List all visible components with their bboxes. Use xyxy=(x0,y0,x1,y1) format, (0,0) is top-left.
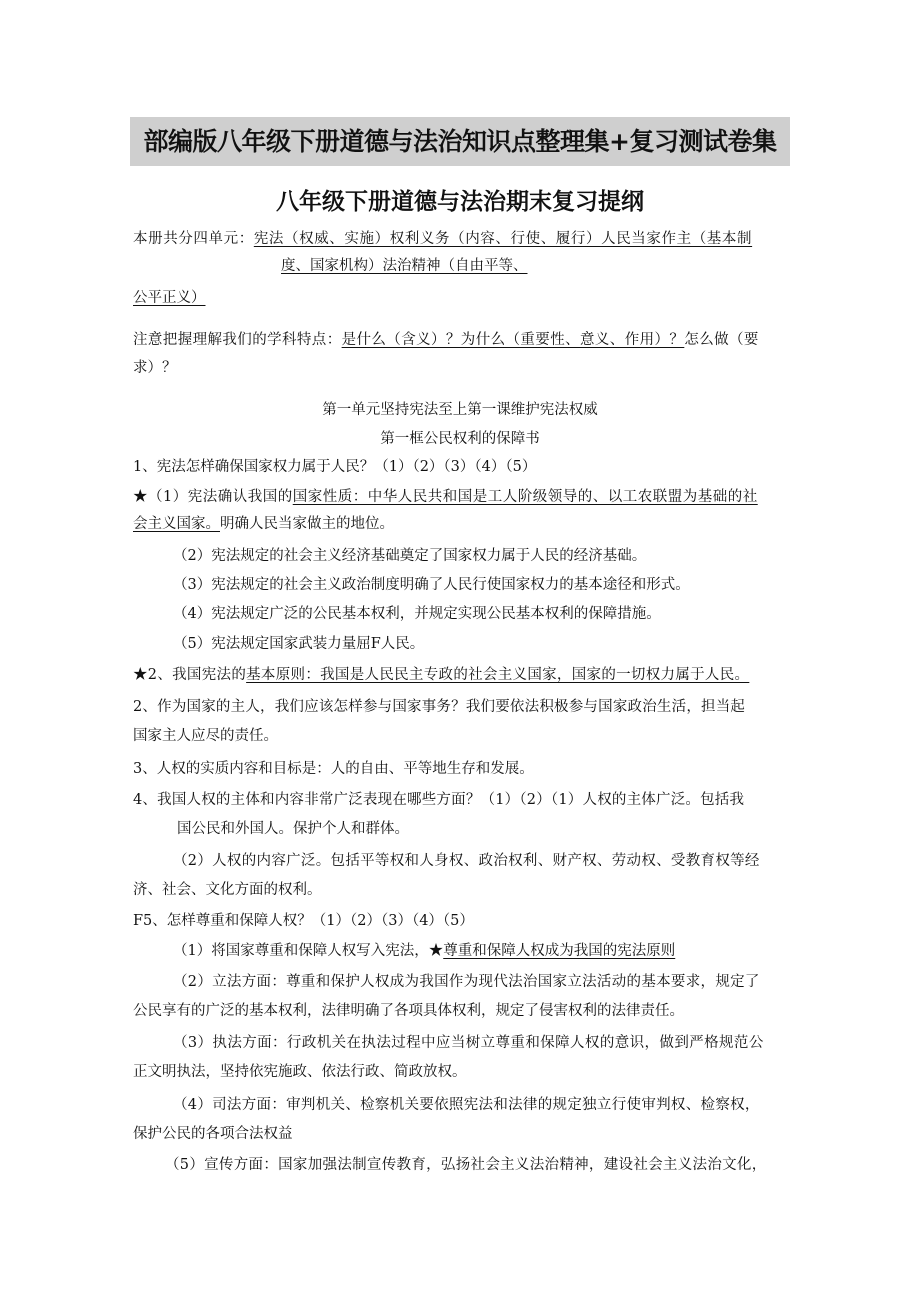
question-5-cont: 国公民和外国人。保护个人和群体。 xyxy=(177,821,409,837)
subject-feature-questions: 是什么（含义）？为什么（重要性、意义、作用）？ xyxy=(341,332,685,348)
subject-feature-tail: 怎么做（要 xyxy=(684,332,759,348)
answer-6-3: （3）执法方面：行政机关在执法过程中应当树立尊重和保障人权的意识，做到严格规范公 xyxy=(173,1035,764,1051)
question-5-item-2-cont: 济、社会、文化方面的权利。 xyxy=(133,882,322,898)
question-5: 4、我国人权的主体和内容非常广泛表现在哪些方面？（1）（2）（1）人权的主体广泛。包括我 xyxy=(133,792,745,808)
units-list-part-1: 宪法（权威、实施）权利义务（内容、行使、履行）人民当家作主（基本制 xyxy=(253,231,753,247)
answer-1-4: （4）宪法规定广泛的公民基本权利，并规定实现公民基本权利的保障措施。 xyxy=(173,606,661,622)
answer-1-1-cont xyxy=(133,514,394,534)
subject-feature-line-2: 求）？ xyxy=(133,360,177,376)
answer-1-1-tail: 明确人民当家做主的地位。 xyxy=(220,516,394,532)
answer-6-5: （5）宣传方面：国家加强法制宣传教育，弘扬社会主义法治精神，建设社会主义法治文化， xyxy=(165,1157,767,1173)
answer-6-2-cont: 公民享有的广泛的基本权利，法律明确了各项具体权利，规定了侵害权利的法律责任。 xyxy=(133,1003,684,1019)
question-5-item-2: （2）人权的内容广泛。包括平等权和人身权、政治权利、财产权、劳动权、受教育权等经 xyxy=(173,853,760,869)
document-banner-title: 部编版八年级下册道德与法治知识点整理集+复习测试卷集 xyxy=(130,117,790,166)
answer-6-1-prefix: （1）将国家尊重和保障人权写入宪法，★ xyxy=(173,943,444,959)
subject-feature-label: 注意把握理解我们的学科特点： xyxy=(133,332,342,348)
answer-1-2: （2）宪法规定的社会主义经济基础奠定了国家权力属于人民的经济基础。 xyxy=(173,548,647,564)
intro-line-1 xyxy=(133,229,752,249)
question-2 xyxy=(133,665,749,685)
constitutional-principle-text: 尊重和保障人权成为我国的宪法原则 xyxy=(443,943,676,959)
answer-6-2: （2）立法方面：尊重和保护人权成为我国作为现代法治国家立法活动的基本要求，规定了 xyxy=(173,974,760,990)
question-1: 1、宪法怎样确保国家权力属于人民？（1）（2）（3）（4）（5） xyxy=(133,459,537,475)
basic-principle-text: 基本原则：我国是人民民主专政的社会主义国家，国家的一切权力属于人民。 xyxy=(246,667,750,683)
question-6: F5、怎样尊重和保障人权？（1）（2）（3）（4）（5） xyxy=(133,913,474,929)
national-nature-text: 国家性质：中华人民共和国是工人阶级领导的、以工农联盟为基础的社 xyxy=(292,489,758,505)
answer-6-1 xyxy=(173,941,675,961)
answer-6-3-cont: 正文明执法，坚持依宪施政、依法行政、简政放权。 xyxy=(133,1064,467,1080)
answer-6-4-cont: 保护公民的各项合法权益 xyxy=(133,1126,293,1142)
question-3: 2、作为国家的主人，我们应该怎样参与国家事务？我们要依法积极参与国家政治生活，担当起 xyxy=(133,699,746,715)
subject-feature-line xyxy=(133,330,759,350)
unit-title: 第一单元坚持宪法至上第一课维护宪法权威 xyxy=(322,402,598,418)
answer-1-3: （3）宪法规定的社会主义政治制度明确了人民行使国家权力的基本途径和形式。 xyxy=(173,577,690,593)
national-nature-text-cont: 会主义国家。 xyxy=(133,516,220,532)
section-title: 第一框公民权利的保障书 xyxy=(380,431,540,447)
intro-line-2 xyxy=(281,256,528,276)
answer-1-5: （5）宪法规定国家武装力量屈F人民。 xyxy=(173,636,425,652)
outline-title: 八年级下册道德与法治期末复习提纲 xyxy=(276,189,644,215)
answer-1-1 xyxy=(133,487,758,507)
answer-6-4: （4）司法方面：审判机关、检察机关要依照宪法和法律的规定独立行使审判权、检察权， xyxy=(173,1097,760,1113)
intro-label: 本册共分四单元： xyxy=(133,231,254,247)
question-3-cont: 国家主人应尽的责任。 xyxy=(133,728,278,744)
answer-1-1-prefix: ★（1）宪法确认我国的 xyxy=(133,489,293,505)
question-4: 3、人权的实质内容和目标是：人的自由、平等地生存和发展。 xyxy=(133,761,534,777)
question-2-prefix: ★2、我国宪法的 xyxy=(133,667,247,683)
units-list-part-2: 度、国家机构）法治精神（自由平等、 xyxy=(281,258,528,274)
units-list-part-3: 公平正义） xyxy=(133,290,206,306)
intro-line-3 xyxy=(133,288,206,308)
